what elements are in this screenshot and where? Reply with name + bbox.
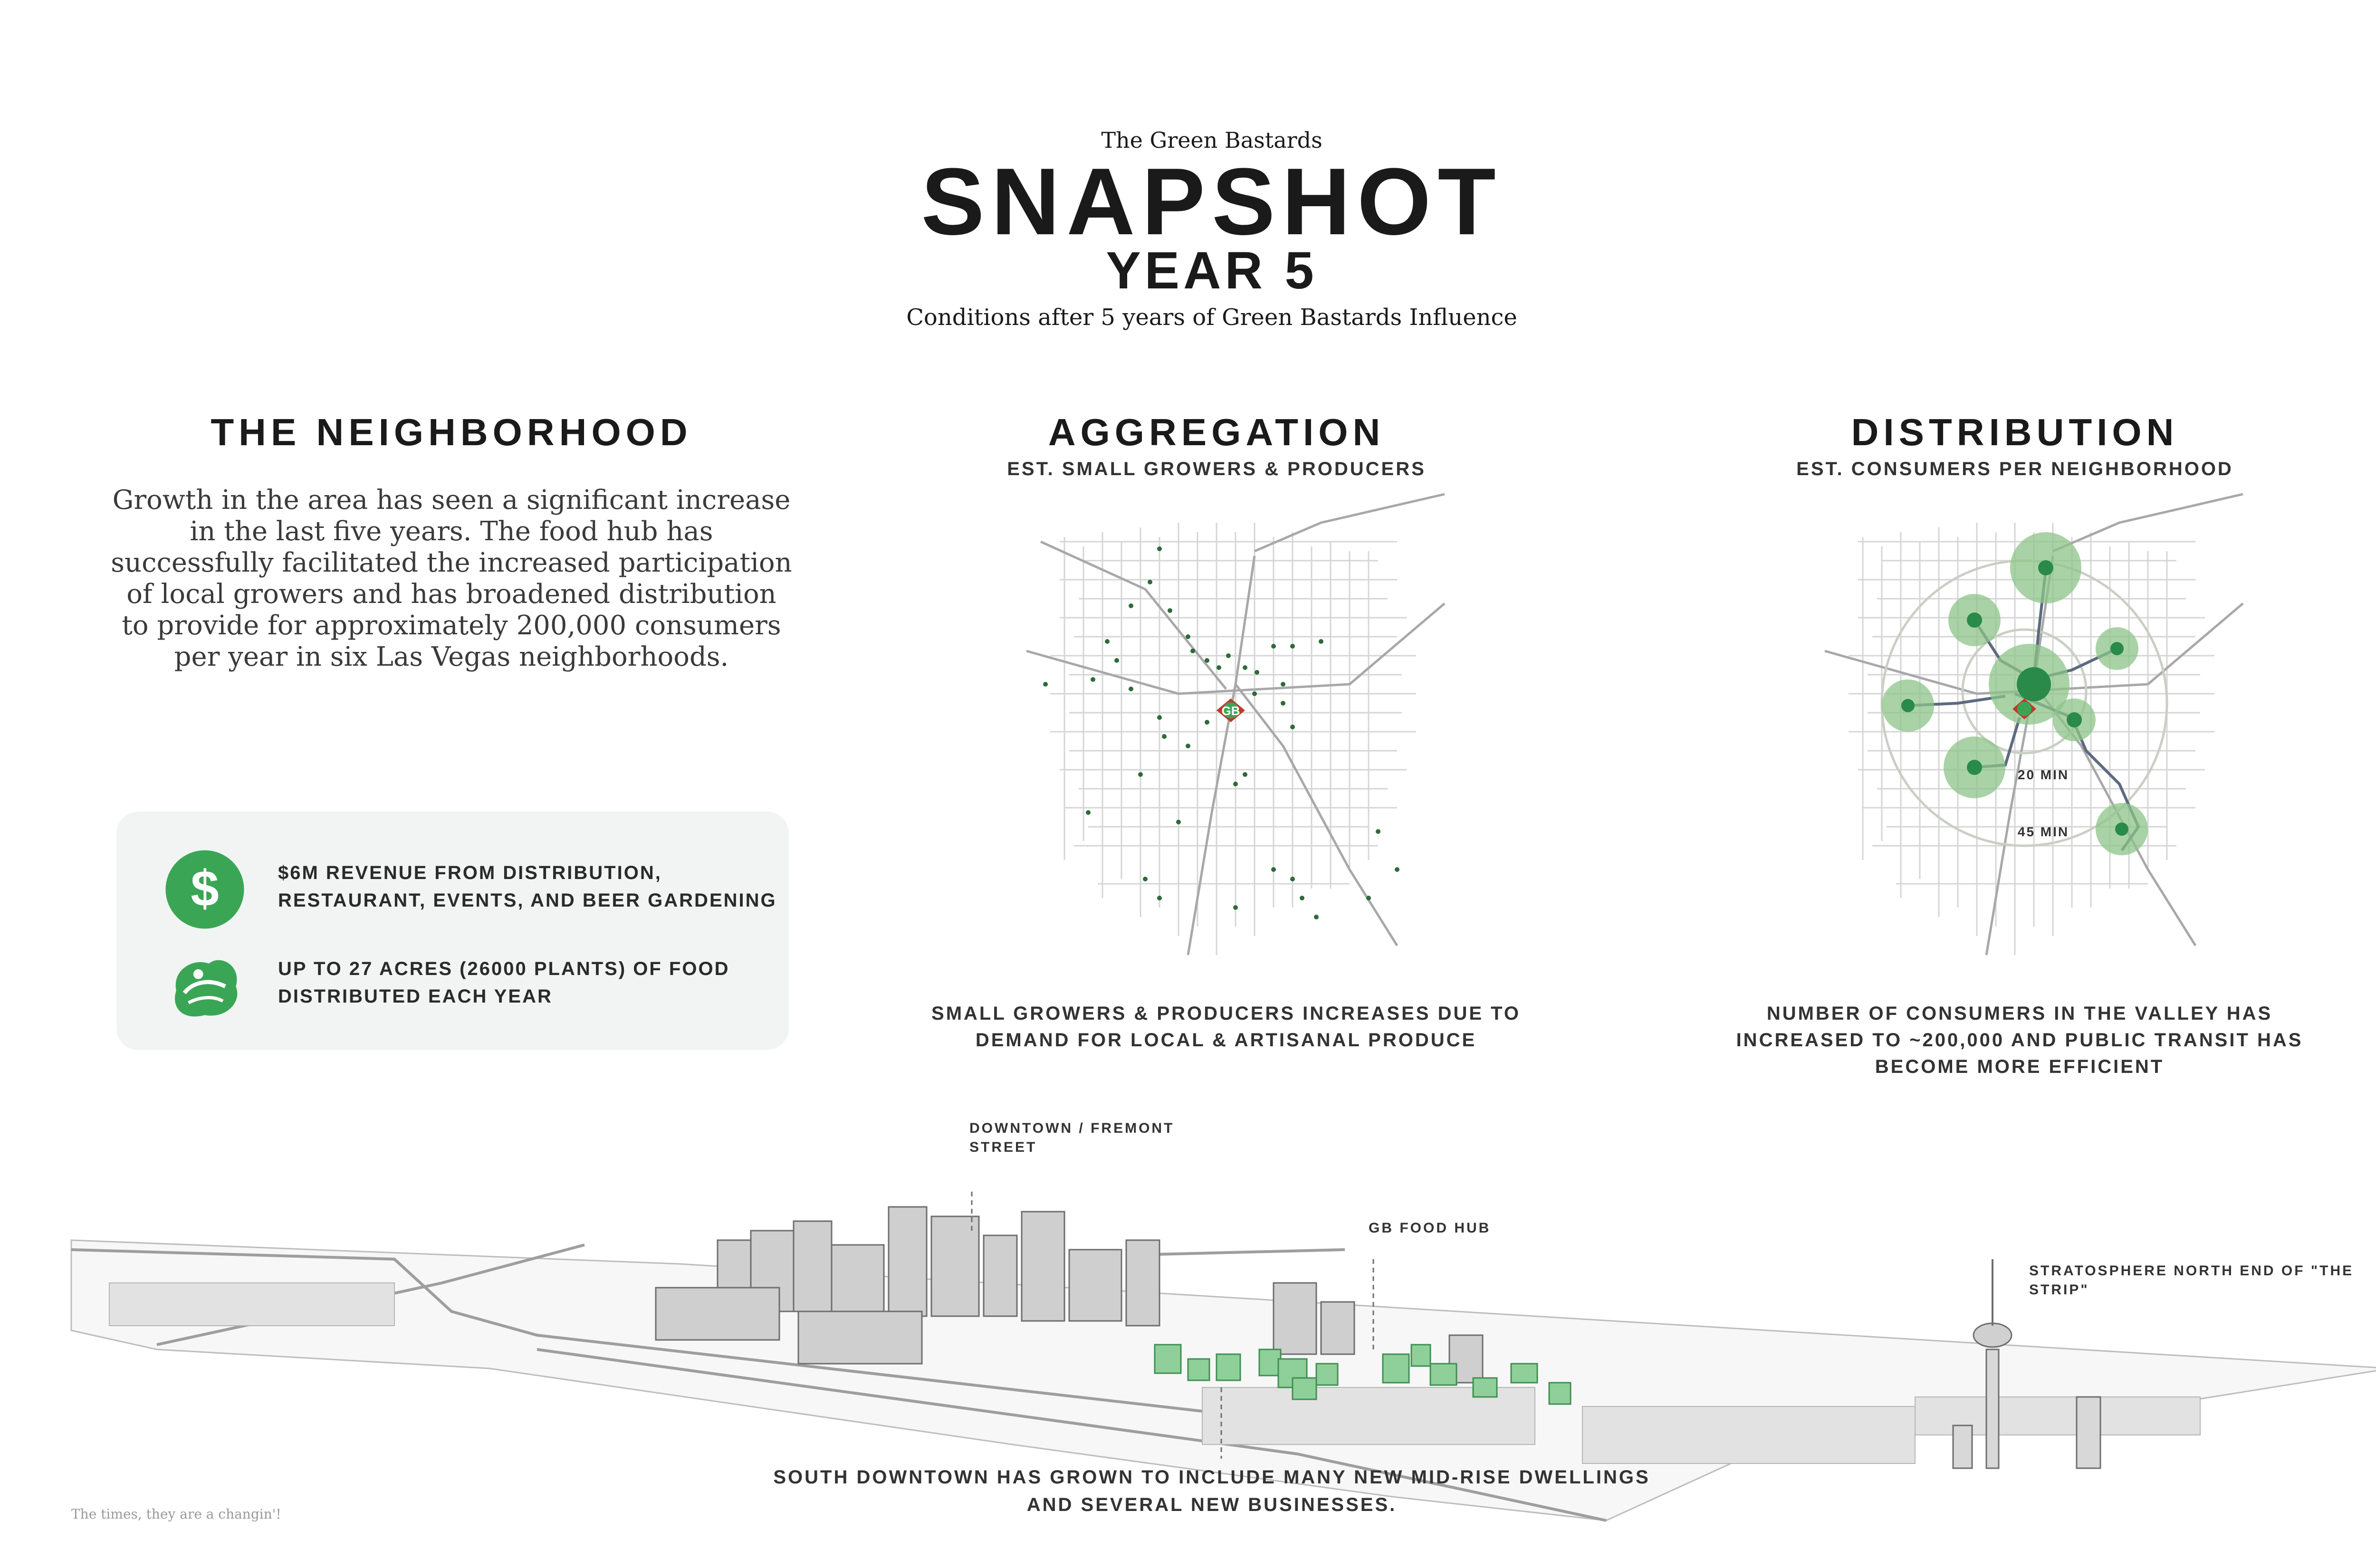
label-downtown: DOWNTOWN / FREMONT STREET: [969, 1120, 1175, 1155]
aggregation-caption: SMALL GROWERS & PRODUCERS INCREASES DUE TO DEMAND FOR LOCAL & ARTISANAL PRODUCE: [931, 1003, 1521, 1051]
label-stratosphere: STRATOSPHERE NORTH END OF "THE STRIP": [2029, 1263, 2354, 1298]
city-caption: SOUTH DOWNTOWN HAS GROWN TO INCLUDE MANY NEW MID-RISE DWELLINGS AND SEVERAL NEW BUSINESSES.: [773, 1467, 1650, 1515]
aggregation-title: AGGREGATION: [1048, 411, 1385, 453]
header-kicker: The Green Bastards: [1101, 127, 1322, 153]
ring-label-45: 45 MIN: [2017, 824, 2069, 839]
label-gb-food-hub: GB FOOD HUB: [1369, 1220, 1491, 1236]
distribution-map: [1787, 480, 2257, 984]
distribution-title: DISTRIBUTION: [1851, 411, 2179, 453]
page-subtitle: Conditions after 5 years of Green Bastards Influence: [906, 304, 1517, 331]
dollar-icon: [164, 849, 246, 930]
gb-hub-logo-text: GB: [1221, 704, 1240, 718]
stat-revenue: $6M REVENUE FROM DISTRIBUTION, RESTAURANT, EVENTS, AND BEER GARDENING: [278, 862, 777, 911]
distribution-caption: NUMBER OF CONSUMERS IN THE VALLEY HAS INCREASED TO ~200,000 AND PUBLIC TRANSIT HAS BECOME MORE EFFICIENT: [1736, 1003, 2303, 1077]
stats-card: [116, 812, 789, 1050]
aggregation-subtitle: EST. SMALL GROWERS & PRODUCERS: [1007, 459, 1426, 479]
page-title: SNAPSHOT: [921, 149, 1503, 255]
stat-acres: UP TO 27 ACRES (26000 PLANTS) OF FOOD DISTRIBUTED EACH YEAR: [278, 958, 730, 1007]
neighborhood-title: THE NEIGHBORHOOD: [211, 411, 692, 453]
footnote: The times, they are a changin'!: [71, 1506, 281, 1522]
neighborhood-body: Growth in the area has seen a significant increase in the last five years. The food hub has successfully facilitated the increased participation of local growers and has broadened distribution to provide for approximately 200,000 consumers per year in six Las Vegas neighborhoods.: [111, 485, 792, 672]
ring-label-20: 20 MIN: [2017, 767, 2069, 782]
produce-icon: [164, 946, 246, 1027]
gb-hub-logo: [1217, 698, 1245, 722]
svg-text:$: $: [191, 860, 219, 917]
aggregation-map: [988, 480, 1468, 984]
year-title: YEAR 5: [1106, 241, 1318, 300]
distribution-subtitle: EST. CONSUMERS PER NEIGHBORHOOD: [1796, 459, 2233, 479]
